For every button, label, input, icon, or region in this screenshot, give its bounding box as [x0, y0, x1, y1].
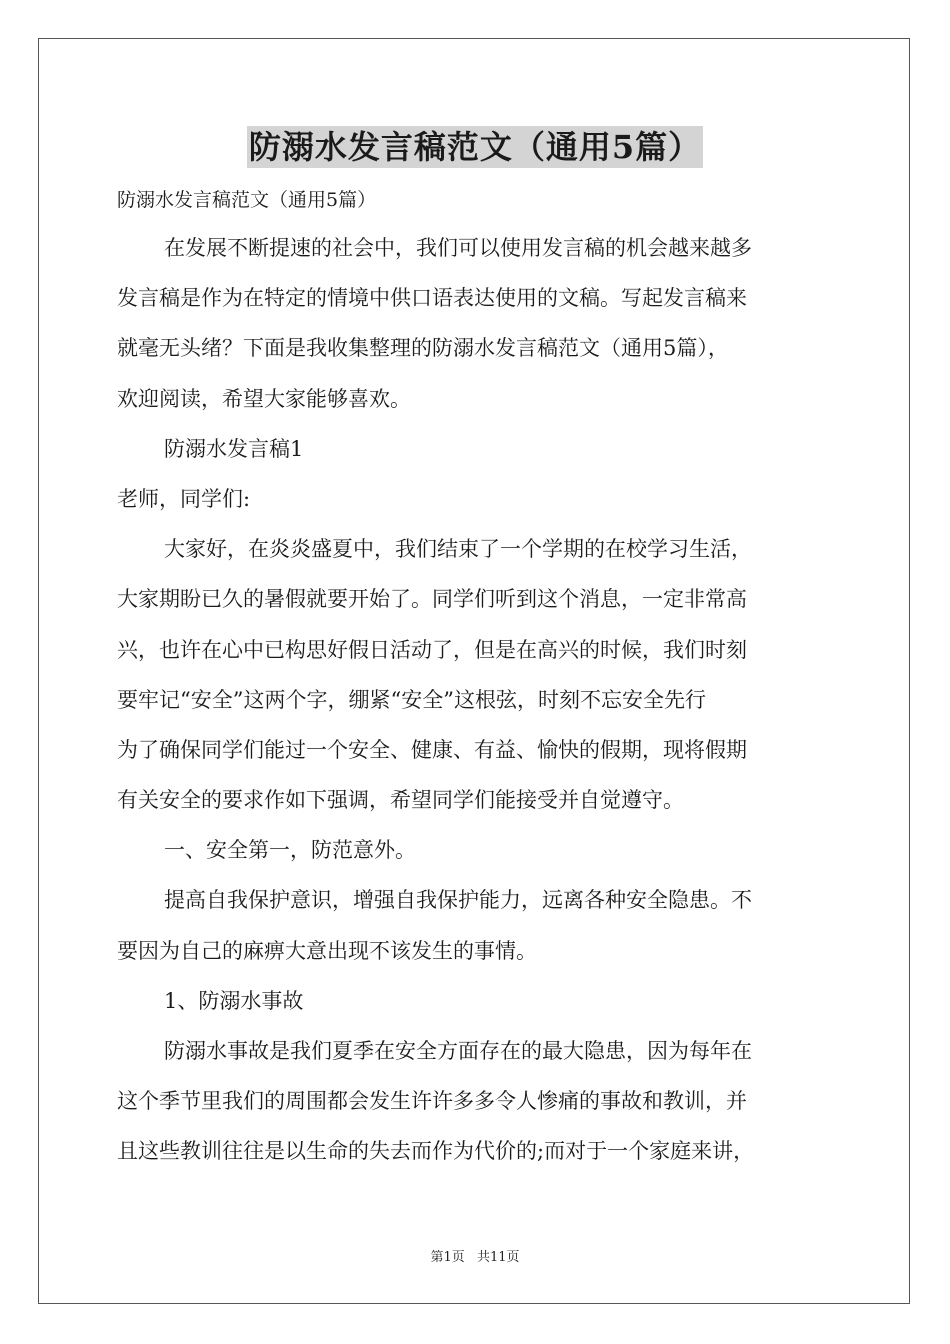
paragraph-line: 这个季节里我们的周围都会发生许许多多令人惨痛的事故和教训，并	[117, 1089, 747, 1114]
paragraph-line: 为了确保同学们能过一个安全、健康、有益、愉快的假期，现将假期	[117, 737, 747, 762]
paragraph-line: 就毫无头绪？下面是我收集整理的防溺水发言稿范文（通用5篇），	[117, 336, 729, 361]
section-heading: 1、防溺水事故	[164, 988, 304, 1013]
paragraph-line: 在发展不断提速的社会中，我们可以使用发言稿的机会越来越多	[164, 236, 752, 260]
section-heading: 一、安全第一，防范意外。	[164, 838, 416, 863]
paragraph-line: 要牢记“安全”这两个字，绷紧“安全”这根弦，时刻不忘安全先行	[117, 687, 706, 712]
salutation-line: 老师，同学们:	[117, 486, 251, 511]
document-title: 防溺水发言稿范文（通用5篇）	[248, 128, 702, 166]
paragraph-line: 防溺水事故是我们夏季在安全方面存在的最大隐患，因为每年在	[164, 1039, 752, 1063]
page-total: 共11页	[476, 1250, 520, 1265]
title-container	[0, 126, 950, 168]
paragraph-line: 兴，也许在心中已构思好假日活动了，但是在高兴的时候，我们时刻	[117, 637, 747, 662]
paragraph-line: 发言稿是作为在特定的情境中供口语表达使用的文稿。写起发言稿来	[117, 286, 747, 311]
section-heading: 防溺水发言稿1	[164, 436, 304, 461]
paragraph-line: 提高自我保护意识，增强自我保护能力，远离各种安全隐患。不	[164, 888, 752, 913]
paragraph-line: 有关安全的要求作如下强调，希望同学们能接受并自觉遵守。	[117, 788, 684, 813]
paragraph-line: 欢迎阅读，希望大家能够喜欢。	[117, 386, 411, 411]
subtitle-line: 防溺水发言稿范文（通用5篇）	[117, 189, 377, 211]
document-body	[117, 178, 837, 1177]
paragraph-line: 大家期盼已久的暑假就要开始了。同学们听到这个消息，一定非常高	[117, 587, 747, 612]
page-footer	[0, 1246, 950, 1265]
page-number: 第1页	[430, 1250, 465, 1265]
paragraph-line: 且这些教训往往是以生命的失去而作为代价的;而对于一个家庭来讲，	[117, 1139, 755, 1164]
paragraph-line: 大家好，在炎炎盛夏中，我们结束了一个学期的在校学习生活，	[164, 537, 752, 562]
paragraph-line: 要因为自己的麻痹大意出现不该发生的事情。	[117, 938, 537, 963]
